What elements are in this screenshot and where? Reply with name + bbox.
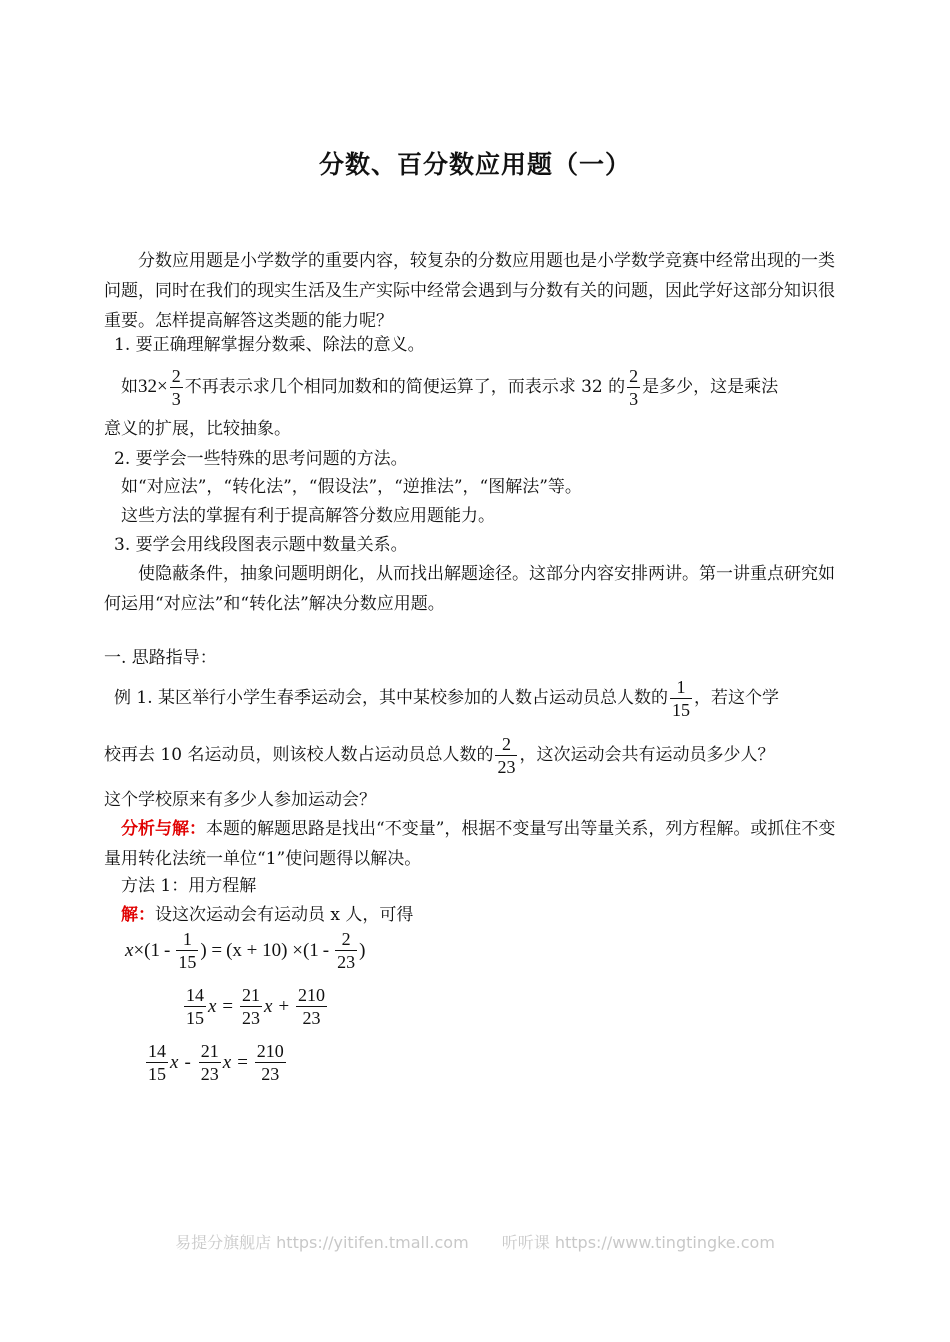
analysis-paragraph bbox=[104, 814, 850, 874]
point-1-tail: 意义的扩展，比较抽象。 bbox=[104, 419, 291, 439]
eq1-fraction-1: $\frac{1}{15}$ bbox=[178, 929, 197, 972]
point-2-note: 这些方法的掌握有利于提高解答分数应用题能力。 bbox=[121, 506, 495, 526]
example-1-line-2: 校再去 10 名运动员，则该校人数占运动员总人数的 $\frac{2}{23}$ ，这次运动会共有运动员多少人？ bbox=[104, 733, 775, 777]
section-heading: 一. 思路指导： bbox=[104, 648, 217, 668]
example-1-line-1: 例 1. 某区举行小学生春季运动会，其中某校参加的人数占运动员总人数的 $\frac{1}{15}$ ，若这个学 bbox=[114, 676, 780, 720]
page-title: 分数、百分数应用题（一） bbox=[318, 150, 631, 179]
analysis-label: 分析与解： bbox=[121, 819, 206, 839]
solution-label: 解： bbox=[121, 905, 155, 925]
point-1-example bbox=[104, 364, 867, 410]
fraction-two-thirds-2: $\frac{2}{3}$ bbox=[629, 365, 639, 409]
eq2-fraction-2: $\frac{21}{23}$ bbox=[242, 985, 261, 1028]
eq3-fraction-1: $\frac{14}{15}$ bbox=[148, 1041, 166, 1084]
footer-right-link[interactable]: 听听课 https://www.tingtingke.com bbox=[501, 1233, 775, 1252]
eq3-fraction-2: $\frac{21}{23}$ bbox=[200, 1041, 219, 1084]
equation-2: $\frac{14}{15}$ x = $\frac{21}{23}$ x + $\frac{210}{23}$ bbox=[186, 985, 326, 1028]
eq1-fraction-2: $\frac{2}{23}$ bbox=[337, 929, 356, 972]
fraction-two-twentythirds: $\frac{2}{23}$ bbox=[497, 733, 516, 777]
eq3-fraction-3: $\frac{210}{23}$ bbox=[256, 1041, 284, 1084]
intro-paragraph: 分数应用题是小学数学的重要内容，较复杂的分数应用题也是小学数学竞赛中经常出现的一类问题，同时在我们的现实生活及生产实际中经常会遇到与分数有关的问题，因此学好这部分知识很重要。怎样提高解答这类题的能力呢？ bbox=[104, 251, 835, 331]
solution-line bbox=[121, 900, 867, 930]
equation-3: $\frac{14}{15}$ x - $\frac{21}{23}$ x = $\frac{210}{23}$ bbox=[148, 1041, 284, 1084]
example-prefix: 如 bbox=[121, 377, 138, 397]
point-1: 1. 要正确理解掌握分数乘、除法的意义。 bbox=[114, 335, 425, 355]
fraction-one-fifteenth: $\frac{1}{15}$ bbox=[672, 676, 691, 720]
solution-text: 设这次运动会有运动员 x 人，可得 bbox=[155, 905, 414, 925]
footer-watermark bbox=[0, 1230, 950, 1253]
point-2-example: 如“对应法”，“转化法”，“假设法”，“逆推法”，“图解法”等。 bbox=[121, 477, 582, 497]
point-3-note: 使隐蔽条件，抽象问题明朗化，从而找出解题途径。这部分内容安排两讲。第一讲重点研究如何运用“对应法”和“转化法”解决分数应用题。 bbox=[104, 564, 835, 614]
eq2-fraction-3: $\frac{210}{23}$ bbox=[298, 985, 326, 1028]
point-2: 2. 要学会一些特殊的思考问题的方法。 bbox=[114, 449, 408, 469]
example-number: 32 bbox=[138, 376, 157, 397]
example-1-line-3: 这个学校原来有多少人参加运动会？ bbox=[104, 790, 376, 810]
eq2-fraction-1: $\frac{14}{15}$ bbox=[186, 985, 204, 1028]
example-suffix: 是多少，这是乘法 bbox=[642, 377, 779, 397]
times-symbol: × bbox=[157, 376, 168, 397]
point-3: 3. 要学会用线段图表示题中数量关系。 bbox=[114, 535, 408, 555]
method-1: 方法 1：用方程解 bbox=[121, 876, 257, 896]
analysis-text: 本题的解题思路是找出“不变量”，根据不变量写出等量关系，列方程解。或抓住不变量用转化法统一单位“1”使问题得以解决。 bbox=[104, 819, 836, 869]
example-middle: 不再表示求几个相同加数和的简便运算了，而表示求 32 的 bbox=[184, 377, 626, 397]
footer-left-link[interactable]: 易提分旗舰店 https://yitifen.tmall.com bbox=[175, 1233, 469, 1252]
fraction-two-thirds: $\frac{2}{3}$ bbox=[171, 365, 181, 409]
equation-1: x × (1 - $\frac{1}{15}$ ) = (x + 10) ×(1 - $\frac{2}{23}$ ) bbox=[125, 929, 366, 972]
